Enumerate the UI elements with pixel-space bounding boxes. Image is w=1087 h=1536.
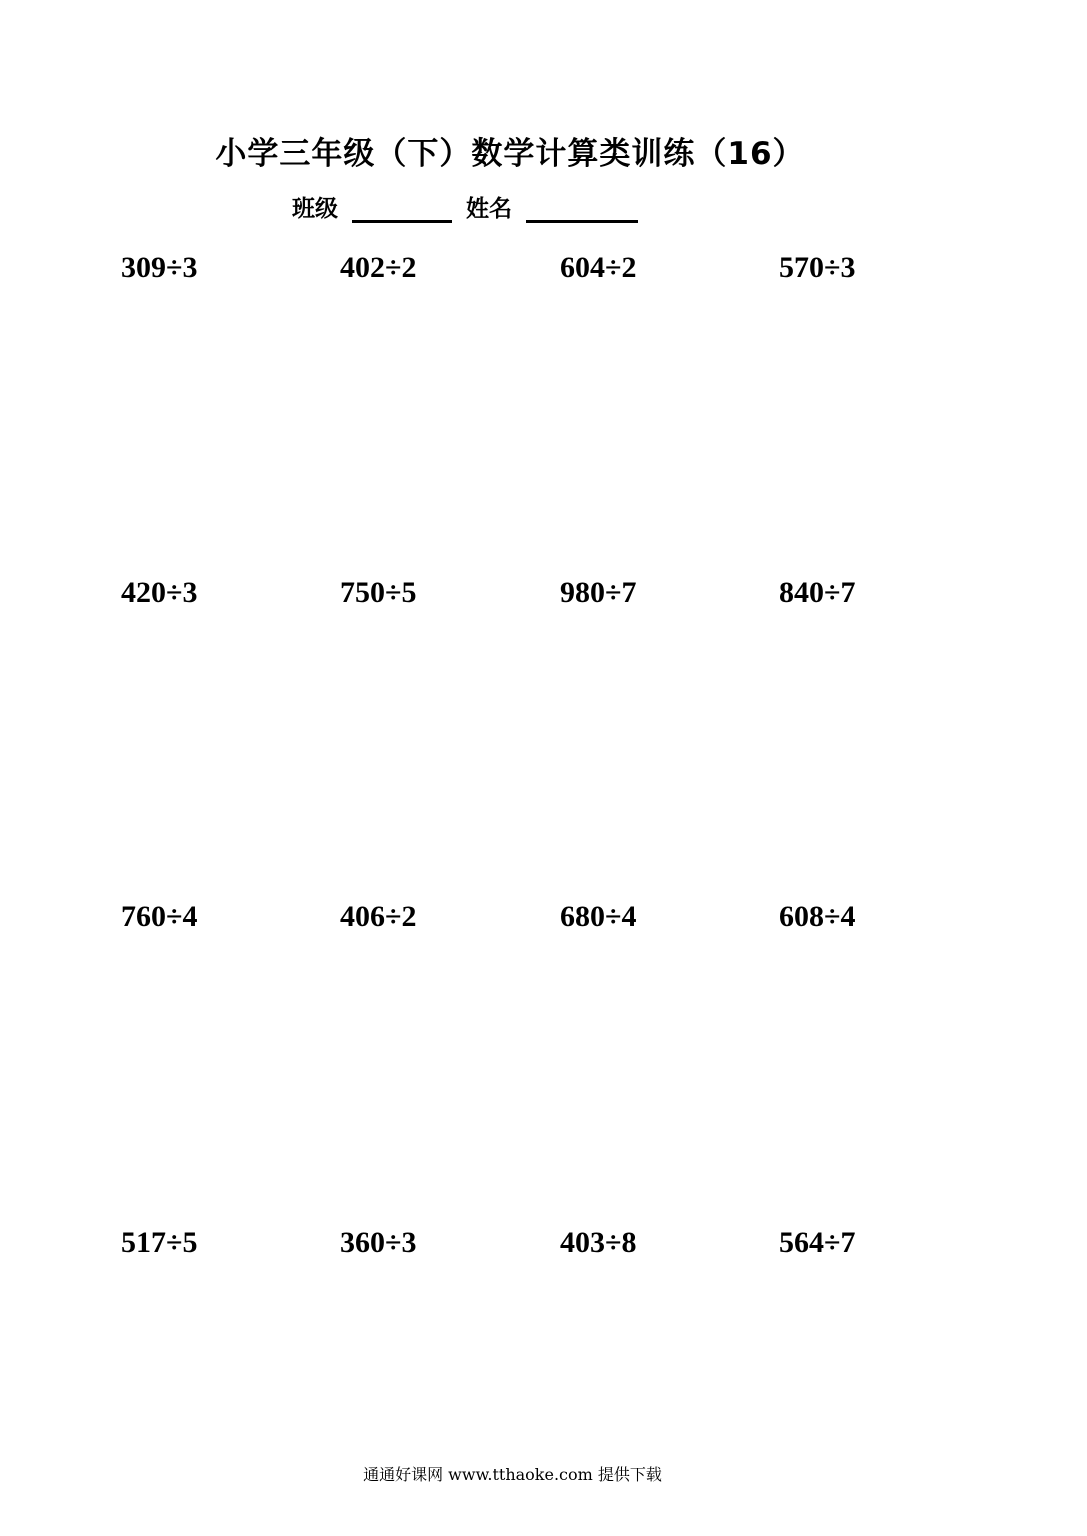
- footer-source: 通通好课网 www.tthaoke.com 提供下载: [363, 1465, 662, 1484]
- problem-item: 564÷7: [779, 1226, 856, 1259]
- class-blank-line[interactable]: [352, 194, 452, 223]
- problem-item: 420÷3: [121, 576, 198, 609]
- problem-item: 840÷7: [779, 576, 856, 609]
- name-blank-line[interactable]: [526, 194, 638, 223]
- problem-item: 406÷2: [340, 900, 417, 933]
- student-info-row: [292, 190, 638, 223]
- problem-item: 608÷4: [779, 900, 856, 933]
- problem-item: 402÷2: [340, 251, 417, 284]
- name-label: 姓名: [466, 196, 512, 222]
- page-title: 小学三年级（下）数学计算类训练（16）: [215, 136, 805, 172]
- problem-item: 517÷5: [121, 1226, 198, 1259]
- problem-item: 403÷8: [560, 1226, 637, 1259]
- problem-item: 360÷3: [340, 1226, 417, 1259]
- problem-item: 604÷2: [560, 251, 637, 284]
- problem-item: 570÷3: [779, 251, 856, 284]
- class-label: 班级: [292, 196, 338, 222]
- problem-item: 750÷5: [340, 576, 417, 609]
- problem-item: 309÷3: [121, 251, 198, 284]
- problem-item: 760÷4: [121, 900, 198, 933]
- problem-item: 980÷7: [560, 576, 637, 609]
- problem-item: 680÷4: [560, 900, 637, 933]
